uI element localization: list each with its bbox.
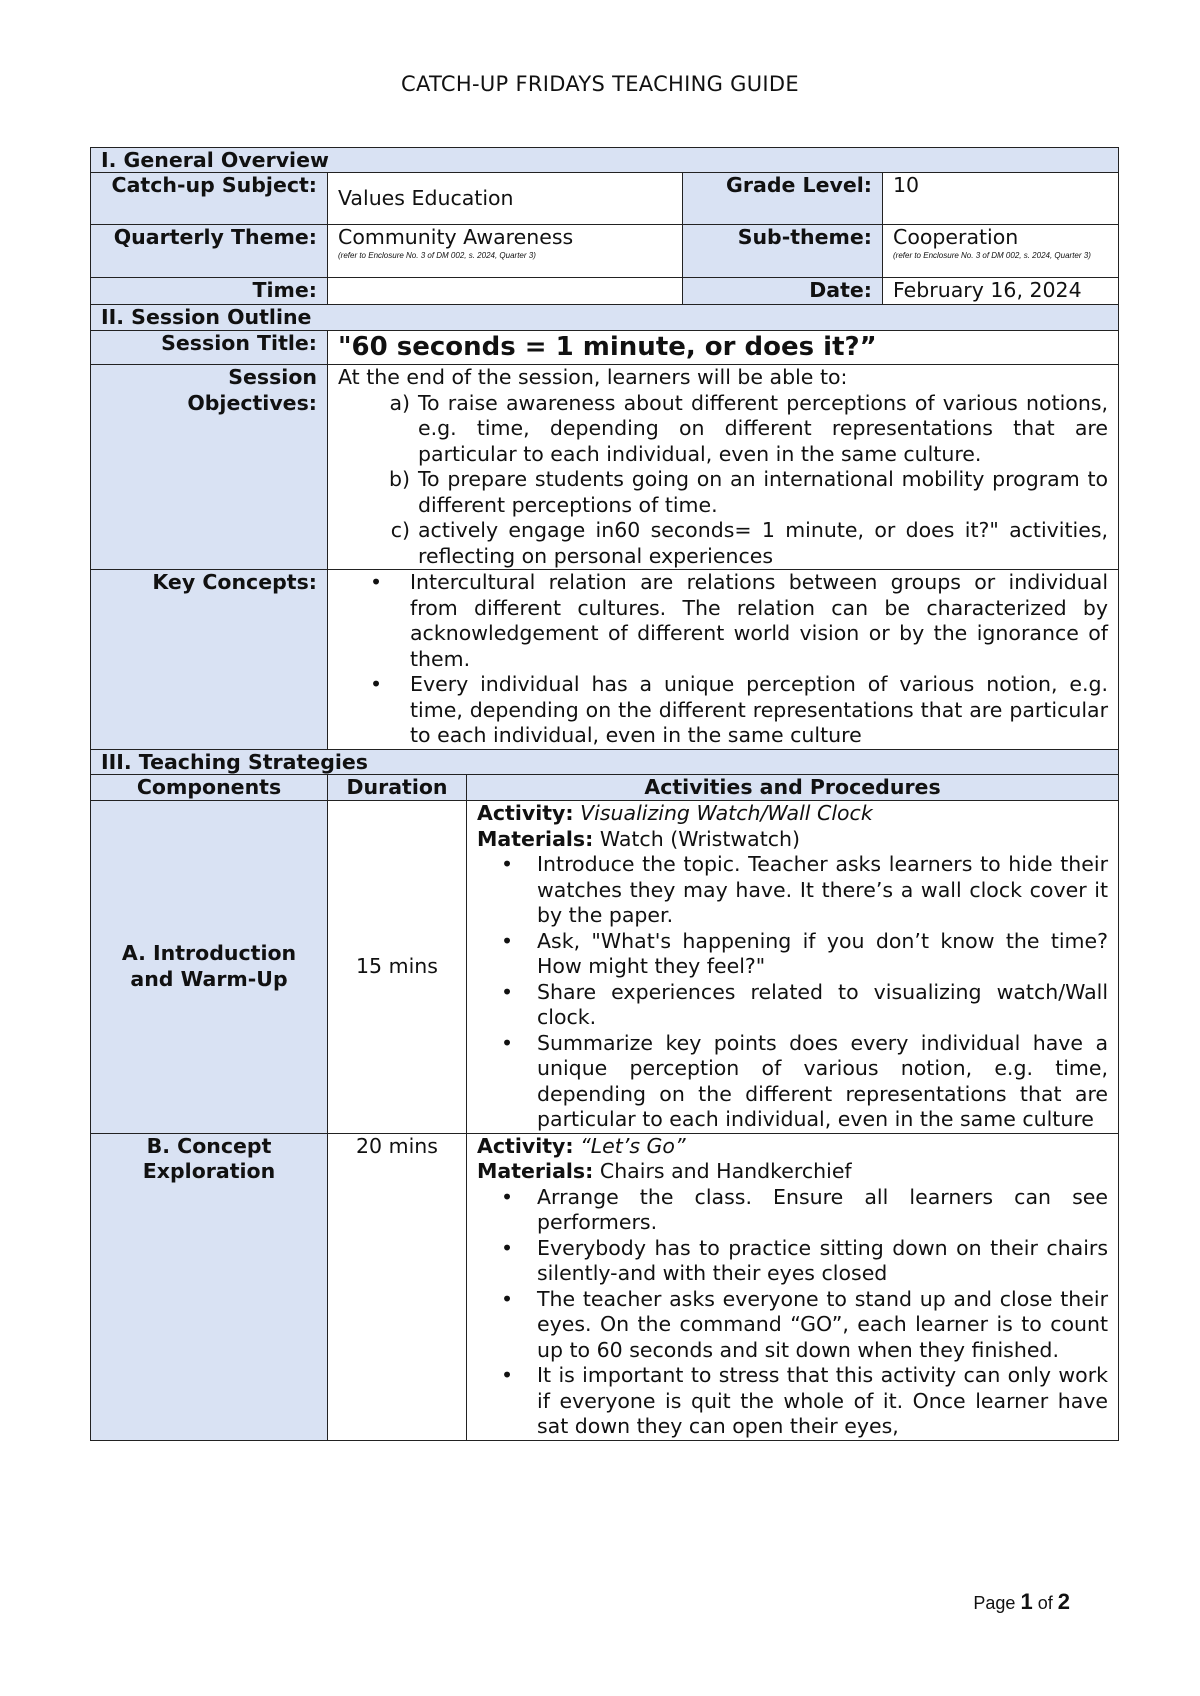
materials-line: Materials: Chairs and Handkerchief xyxy=(477,1159,852,1183)
column-header-components: Components xyxy=(91,774,328,801)
time-value xyxy=(328,278,683,305)
key-concept-item: • Intercultural relation are relations between groups or individual from different cultures. The relation can be characterized by acknowledgement of different world vision or by the ignorance of them. xyxy=(338,570,1108,672)
step-item: • Share experiences related to visualizing watch/Wall clock. xyxy=(477,980,1108,1031)
step-item: • Ask, "What's happening if you don’t know the time? How might they feel?" xyxy=(477,929,1108,980)
session-objectives-label: Session Objectives: xyxy=(91,365,328,570)
bullet-icon: • xyxy=(500,1286,514,1311)
bullet-icon: • xyxy=(500,1235,514,1260)
section-heading-overview: I. General Overview xyxy=(91,148,1119,173)
objective-item: b) To prepare students going on an international mobility program to different perceptions of time. xyxy=(388,467,1109,517)
objectives-intro: At the end of the session, learners will be able to: xyxy=(338,365,848,389)
step-item: • Introduce the topic. Teacher asks learners to hide their watches they may have. It there’s a wall clock cover it by the paper. xyxy=(477,852,1108,929)
quarterly-theme-note: (refer to Enclosure No. 3 of DM 002, s. 2024, Quarter 3) xyxy=(338,250,536,260)
sub-theme-note: (refer to Enclosure No. 3 of DM 002, s. 2024, Quarter 3) xyxy=(893,250,1091,260)
grade-level-label: Grade Level: xyxy=(683,173,883,225)
bullet-icon: • xyxy=(370,570,383,594)
bullet-icon: • xyxy=(500,1363,514,1387)
steps-list xyxy=(477,852,1108,1133)
column-header-activities: Activities and Procedures xyxy=(467,774,1119,801)
component-concept-exploration: B. Concept Exploration xyxy=(91,1133,328,1440)
bullet-icon: • xyxy=(500,979,514,1004)
step-item: • Arrange the class. Ensure all learners can see performers. xyxy=(477,1185,1108,1236)
objective-item: a) To raise awareness about different perceptions of various notions, e.g. time, depending on different representations that are particular to each individual, even in the same culture. xyxy=(389,390,1109,466)
activity-line: Activity: “Let’s Go” xyxy=(477,1133,686,1158)
column-header-duration: Duration xyxy=(328,774,467,801)
date-value: February 16, 2024 xyxy=(883,278,1119,305)
bullet-icon: • xyxy=(500,1184,514,1209)
key-concept-item: • Every individual has a unique perception of various notion, e.g. time, depending on the different representations that are particular to each individual, even in the same culture xyxy=(338,672,1108,749)
activities-introduction xyxy=(467,801,1119,1134)
date-label: Date: xyxy=(683,278,883,305)
section-heading-outline: II. Session Outline xyxy=(91,305,1119,331)
duration-concept-exploration: 20 mins xyxy=(328,1133,467,1440)
step-item: • It is important to stress that this activity can only work if everyone is quit the whole of it. Once learner have sat down they can open their eyes, xyxy=(477,1363,1108,1440)
bullet-icon: • xyxy=(500,1030,514,1055)
session-title-value: "60 seconds = 1 minute, or does it?” xyxy=(328,331,1119,365)
document-title: CATCH-UP FRIDAYS TEACHING GUIDE xyxy=(401,72,799,96)
time-label: Time: xyxy=(91,278,328,305)
bullet-icon: • xyxy=(500,852,514,876)
key-concepts-cell xyxy=(328,570,1119,750)
grade-level-value: 10 xyxy=(883,173,1119,225)
teaching-guide-table xyxy=(90,147,1119,1441)
step-item: • The teacher asks everyone to stand up and close their eyes. On the command “GO”, each learner is to count up to 60 seconds and sit down when they finished. xyxy=(477,1287,1108,1364)
subject-value: Values Education xyxy=(328,173,683,225)
duration-introduction: 15 mins xyxy=(328,801,467,1134)
materials-line: Materials: Watch (Wristwatch) xyxy=(477,826,801,851)
sub-theme-label: Sub-theme: xyxy=(683,225,883,278)
bullet-icon: • xyxy=(370,672,383,696)
steps-list xyxy=(477,1185,1108,1440)
component-introduction: A. Introduction and Warm-Up xyxy=(91,801,328,1134)
step-item: • Everybody has to practice sitting down on their chairs silently-and with their eyes closed xyxy=(477,1236,1108,1287)
sub-theme-value: Cooperation xyxy=(893,225,1019,249)
activity-line: Activity: Visualizing Watch/Wall Clock xyxy=(477,801,873,825)
quarterly-theme-label: Quarterly Theme: xyxy=(91,225,328,278)
subject-label: Catch-up Subject: xyxy=(91,173,328,225)
key-concepts-list xyxy=(338,570,1108,749)
bullet-icon: • xyxy=(500,928,514,953)
sub-theme-cell xyxy=(883,225,1119,278)
activities-concept-exploration xyxy=(467,1133,1119,1440)
quarterly-theme-cell xyxy=(328,225,683,278)
objective-item: c) actively engage in60 seconds= 1 minute, or does it?" activities, reflecting on personal experiences xyxy=(390,518,1109,568)
quarterly-theme-value: Community Awareness xyxy=(338,225,574,249)
section-heading-strategies: III. Teaching Strategies xyxy=(91,749,1119,774)
session-objectives-cell xyxy=(328,365,1119,570)
page-number: Page 1 of 2 xyxy=(973,1589,1070,1614)
session-title-label: Session Title: xyxy=(91,331,328,365)
key-concepts-label: Key Concepts: xyxy=(91,570,328,750)
step-item: • Summarize key points does every individual have a unique perception of various notion, e.g. time, depending on the different representations that are particular to each individual, even in the same culture xyxy=(477,1031,1108,1133)
objectives-list xyxy=(338,391,1108,570)
